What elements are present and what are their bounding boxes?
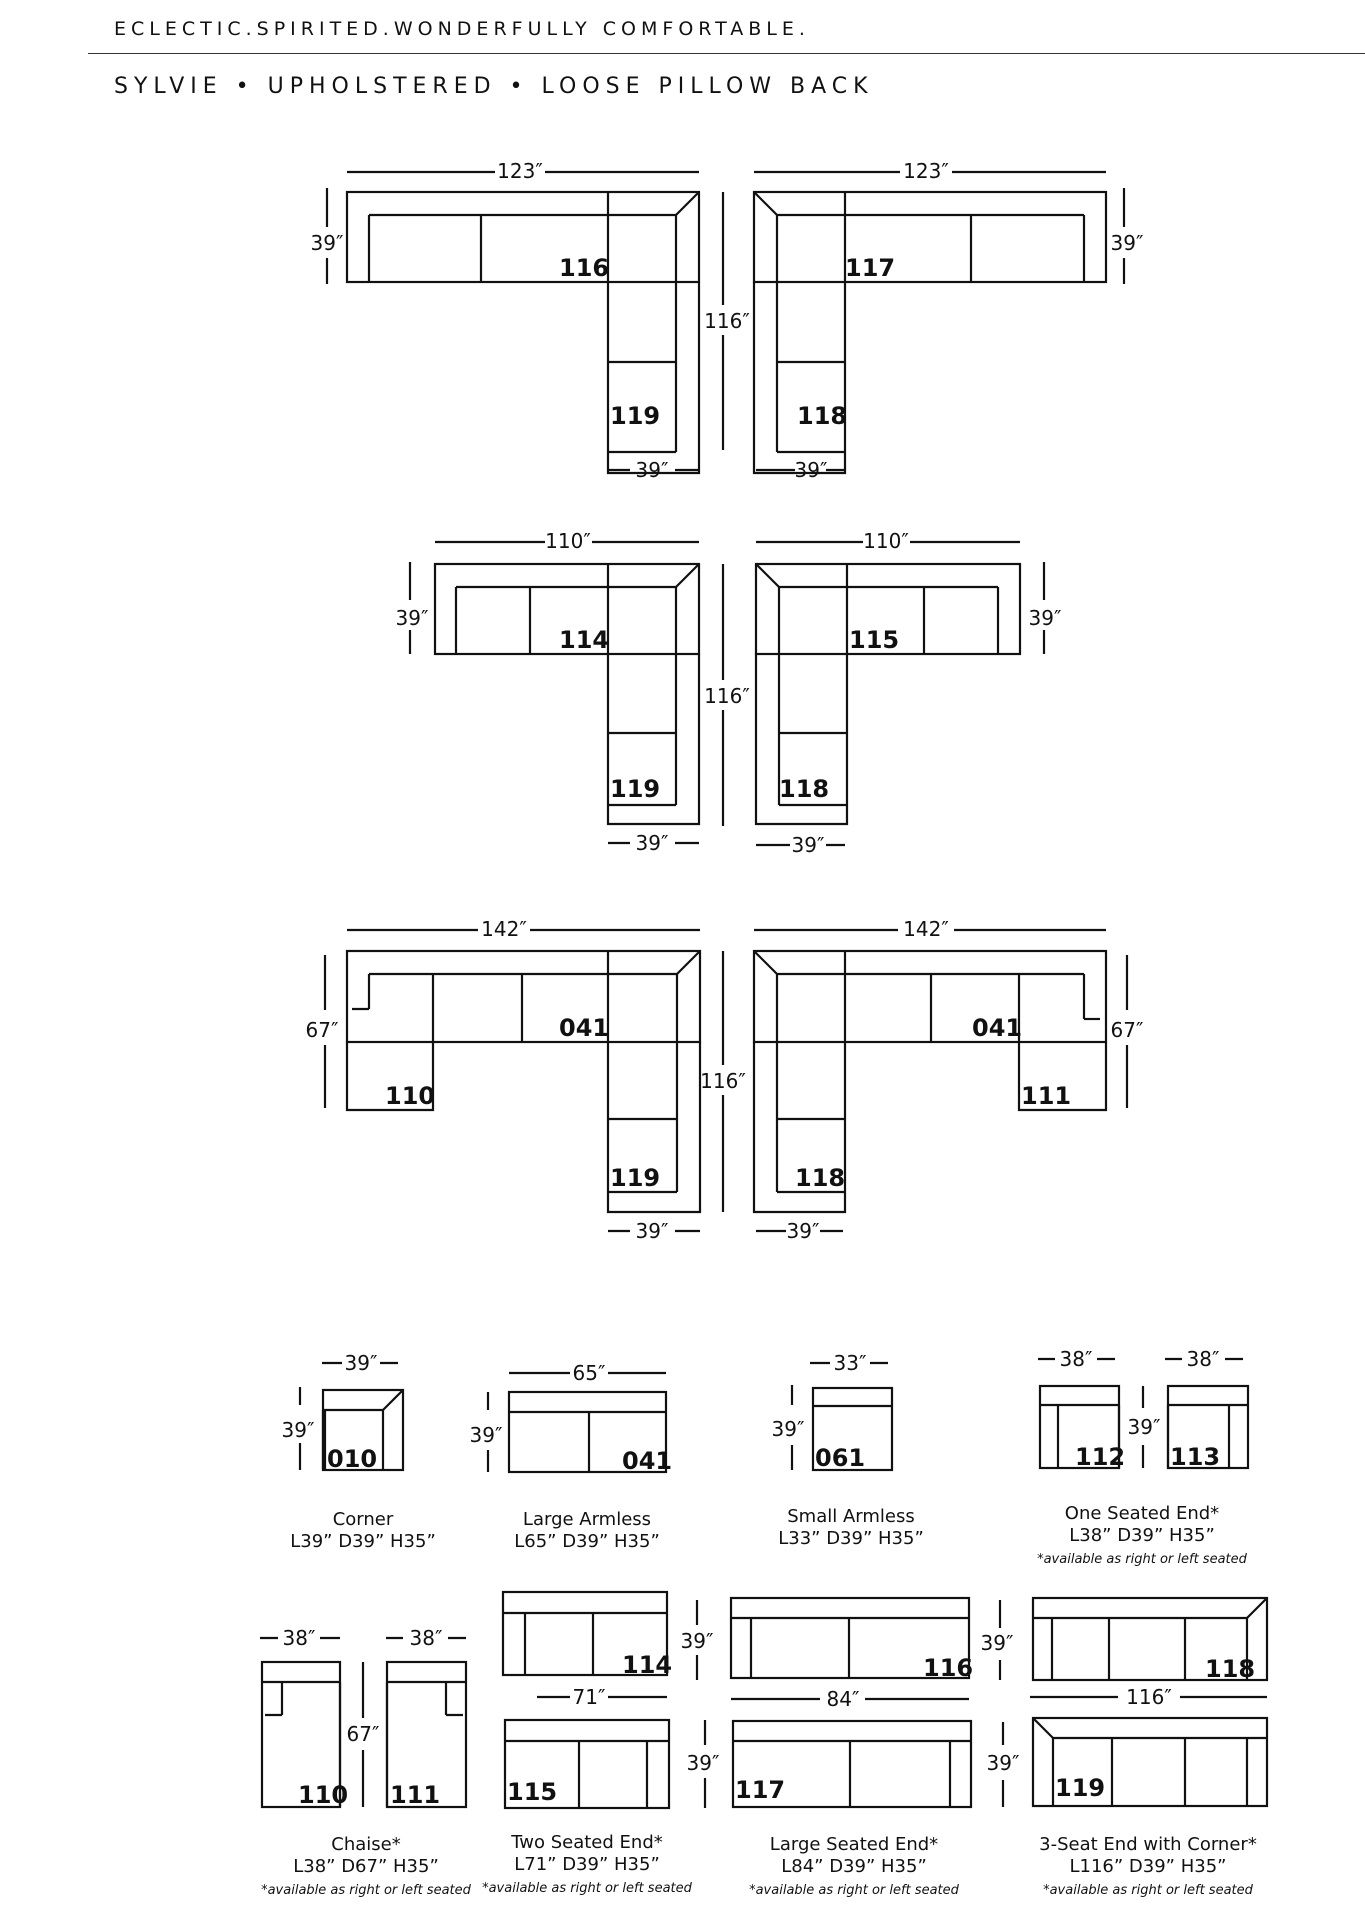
caption-two-seated-end [482,1832,693,1896]
code-label: 118 [795,1164,846,1192]
config-116-119-outline [347,192,699,473]
dim-label: 38″ [409,1626,443,1650]
piece-name: Small Armless [787,1506,915,1527]
piece-spec: L116” D39” H35” [1069,1856,1227,1877]
dim-label: 116″ [1126,1685,1172,1709]
tagline: ECLECTIC.SPIRITED.WONDERFULLY COMFORTABLE. [114,18,810,40]
dim-label: 39″ [794,458,828,482]
piece-spec: L38” D39” H35” [1069,1525,1215,1546]
dim-label: 39″ [791,833,825,857]
config-117-118-outline [754,192,1106,473]
piece-note: *available as right or left seated [1043,1883,1253,1898]
piece-note: *available as right or left seated [482,1881,692,1896]
dim-label: 39″ [680,1629,714,1653]
dim-label: 123″ [497,159,543,183]
piece-spec: L39” D39” H35” [290,1531,436,1552]
dim-label: 38″ [282,1626,316,1650]
dim-label: 67″ [305,1018,339,1042]
dim-label: 39″ [281,1418,315,1442]
code-label: 119 [1055,1774,1106,1802]
code-label: 118 [779,775,830,803]
piece-spec: L65” D39” H35” [514,1531,660,1552]
caption-chaise [261,1834,472,1898]
code-label: 117 [735,1776,786,1804]
code-label: 116 [923,1654,974,1682]
code-label: 110 [298,1781,349,1809]
dim-label: 110″ [545,529,591,553]
dim-label: 33″ [833,1351,867,1375]
code-label: 117 [845,254,896,282]
piece-note: *available as right or left seated [1037,1552,1247,1567]
dim-label: 67″ [346,1722,380,1746]
piece-spec: L84” D39” H35” [781,1856,927,1877]
code-label: 119 [610,1164,661,1192]
dim-label: 84″ [826,1687,860,1711]
dim-label: 38″ [1186,1347,1220,1371]
dim-lines-config-3-left [325,930,723,1231]
code-label: 041 [622,1447,673,1475]
dim-label: 39″ [469,1423,503,1447]
piece-name: Large Armless [522,1509,652,1530]
dim-label: 142″ [903,917,949,941]
code-label: 112 [1075,1443,1126,1471]
code-label: 116 [559,254,610,282]
code-label: 119 [610,775,661,803]
caption-corner [290,1509,436,1552]
code-label: 061 [815,1444,866,1472]
code-label: 041 [559,1014,610,1042]
piece-name: Corner [332,1509,394,1530]
piece-name: Two Seated End* [511,1832,663,1853]
caption-3-seat-end-corner [1039,1834,1257,1898]
dim-label: 39″ [310,231,344,255]
code-label: 010 [327,1445,378,1473]
dim-label: 65″ [572,1361,606,1385]
dim-label: 39″ [395,606,429,630]
code-label: 111 [1021,1082,1072,1110]
code-label: 114 [559,626,610,654]
dim-label: 67″ [1110,1018,1144,1042]
code-label: 041 [972,1014,1023,1042]
dim-label: 39″ [686,1751,720,1775]
code-label: 111 [390,1781,441,1809]
caption-large-armless [514,1509,660,1552]
code-label: 114 [622,1651,673,1679]
code-label: 115 [507,1778,558,1806]
piece-captions [261,1503,1257,1898]
dim-label: 39″ [980,1631,1014,1655]
piece-name: One Seated End* [1064,1503,1220,1524]
piece-name: Chaise* [331,1834,401,1855]
dim-label: 39″ [786,1219,820,1243]
dim-label: 39″ [1127,1415,1161,1439]
dim-label: 123″ [903,159,949,183]
piece-spec: L33” D39” H35” [778,1528,924,1549]
code-label: 118 [1205,1655,1256,1683]
dim-label: 110″ [863,529,909,553]
dim-label: 39″ [986,1751,1020,1775]
dim-label: 116″ [704,309,750,333]
dim-lines-config-1-left [327,172,723,470]
code-label: 118 [797,402,848,430]
dim-label: 71″ [572,1685,606,1709]
caption-large-seated-end [749,1834,960,1898]
dim-label: 38″ [1059,1347,1093,1371]
subtitle: SYLVIE • UPHOLSTERED • LOOSE PILLOW BACK [114,74,874,99]
dim-label: 116″ [704,684,750,708]
dim-label: 39″ [344,1351,378,1375]
code-label: 113 [1170,1443,1221,1471]
piece-name: 3-Seat End with Corner* [1039,1834,1257,1855]
piece-spec: L71” D39” H35” [514,1854,660,1875]
code-label: 119 [610,402,661,430]
code-label: 115 [849,626,900,654]
piece-name: Large Seated End* [769,1834,939,1855]
dim-label: 39″ [635,1219,669,1243]
dim-label: 142″ [481,917,527,941]
dim-label: 39″ [635,831,669,855]
dim-label: 39″ [635,458,669,482]
piece-note: *available as right or left seated [261,1883,471,1898]
caption-one-seated-end [1037,1503,1248,1567]
code-label: 110 [385,1082,436,1110]
dim-label: 39″ [771,1417,805,1441]
dim-label: 39″ [1028,606,1062,630]
dim-label: 116″ [700,1069,746,1093]
piece-note: *available as right or left seated [749,1883,959,1898]
dim-label: 39″ [1110,231,1144,255]
piece-spec: L38” D67” H35” [293,1856,439,1877]
caption-small-armless [778,1506,924,1549]
